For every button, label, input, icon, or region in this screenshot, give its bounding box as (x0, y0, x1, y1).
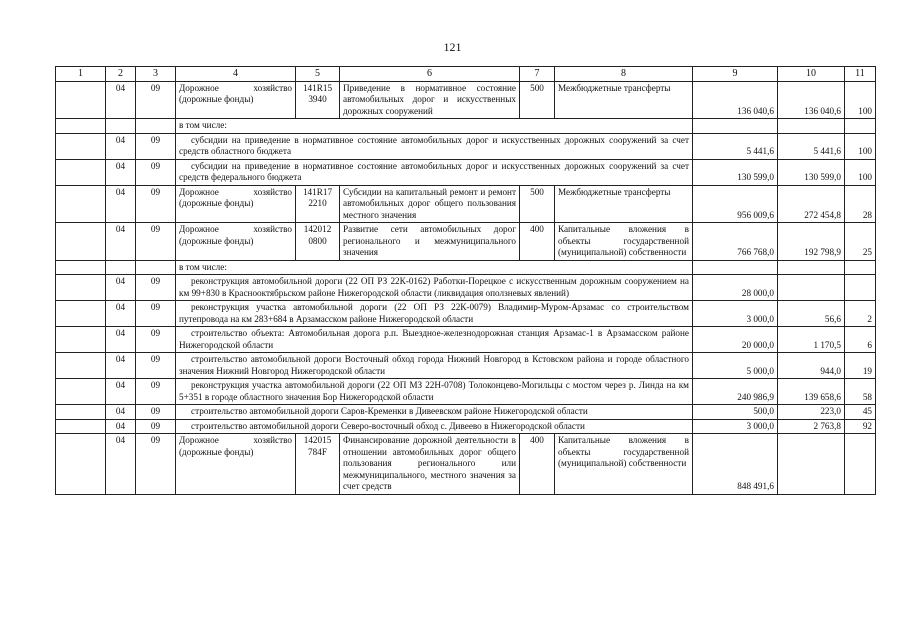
program-description-cell: Развитие сети автомобильных дорог регионального и межмуниципального значения (340, 223, 520, 261)
table-row (56, 405, 876, 420)
subsection-code-cell: 09 (136, 353, 176, 379)
empty-cell (106, 119, 136, 134)
table-row (56, 327, 876, 353)
header-cell: 11 (845, 67, 876, 82)
subsection-code-cell: 09 (136, 301, 176, 327)
header-cell: 10 (778, 67, 845, 82)
executed-amount-cell: 56,6 (778, 301, 845, 327)
section-code-cell: 04 (106, 81, 136, 119)
program-description-cell: Субсидии на капитальный ремонт и ремонт автомобильных дорог общего пользования местного значения (340, 185, 520, 223)
table-row (56, 159, 876, 185)
description-cell: строительство объекта: Автомобильная дорога р.п. Выездное-железнодорожная станция Арзамас-1 в Арзамасском районе Нижегородской области (176, 327, 693, 353)
executed-amount-cell (778, 275, 845, 301)
table-row (56, 419, 876, 434)
section-code-cell: 04 (106, 353, 136, 379)
percent-cell: 100 (845, 81, 876, 119)
percent-cell (845, 275, 876, 301)
table-row (56, 133, 876, 159)
planned-amount-cell: 5 000,0 (693, 353, 778, 379)
header-cell: 9 (693, 67, 778, 82)
empty-cell (56, 379, 106, 405)
empty-cell (56, 353, 106, 379)
percent-cell: 2 (845, 301, 876, 327)
table-row (56, 119, 876, 134)
empty-cell (56, 260, 106, 275)
subsection-code-cell: 09 (136, 133, 176, 159)
program-description-cell: Финансирование дорожной деятельности в отношении автомобильных дорог общего пользования регионального или межмуниципального, местного значения за счет средств (340, 434, 520, 495)
category-cell: Дорожное хозяйство (дорожные фонды) (176, 434, 296, 495)
target-article-cell: 141R15 3940 (296, 81, 340, 119)
description-cell: субсидии на приведение в нормативное состояние автомобильных дорог и искусственных дорожных сооружений за счет средств областного бюджета (176, 133, 693, 159)
budget-table (55, 66, 876, 495)
executed-amount-cell: 944,0 (778, 353, 845, 379)
header-cell: 6 (340, 67, 520, 82)
table-row (56, 434, 876, 495)
description-cell: реконструкция участка автомобильной дороги (22 ОП РЗ 22К-0079) Владимир-Муром-Арзамас со строительством путепровода на км 283+684 в Арзамасском районе Нижегородской области (176, 301, 693, 327)
empty-cell (106, 260, 136, 275)
empty-cell (56, 81, 106, 119)
percent-cell: 19 (845, 353, 876, 379)
expense-type-code-cell: 400 (520, 223, 555, 261)
expense-type-code-cell: 500 (520, 81, 555, 119)
empty-cell (56, 185, 106, 223)
subsection-code-cell: 09 (136, 379, 176, 405)
expense-type-cell: Капитальные вложения в объекты государственной (муниципальной) собственности (555, 434, 693, 495)
header-cell: 2 (106, 67, 136, 82)
subheading-cell: в том числе: (176, 119, 693, 134)
empty-cell (56, 223, 106, 261)
category-cell: Дорожное хозяйство (дорожные фонды) (176, 81, 296, 119)
expense-type-code-cell: 500 (520, 185, 555, 223)
empty-cell (845, 260, 876, 275)
header-cell: 8 (555, 67, 693, 82)
table-row (56, 379, 876, 405)
header-cell: 3 (136, 67, 176, 82)
table-header-row (56, 67, 876, 82)
program-description-cell: Приведение в нормативное состояние автомобильных дорог и искусственных дорожных сооружений (340, 81, 520, 119)
category-cell: Дорожное хозяйство (дорожные фонды) (176, 223, 296, 261)
planned-amount-cell: 500,0 (693, 405, 778, 420)
header-cell: 7 (520, 67, 555, 82)
executed-amount-cell: 136 040,6 (778, 81, 845, 119)
section-code-cell: 04 (106, 133, 136, 159)
executed-amount-cell: 272 454,8 (778, 185, 845, 223)
subsection-code-cell: 09 (136, 81, 176, 119)
target-article-cell: 142015 784F (296, 434, 340, 495)
subheading-cell: в том числе: (176, 260, 693, 275)
target-article-cell: 142012 0800 (296, 223, 340, 261)
table-row (56, 81, 876, 119)
empty-cell (693, 119, 778, 134)
empty-cell (845, 119, 876, 134)
empty-cell (56, 275, 106, 301)
expense-type-cell: Капитальные вложения в объекты государственной (муниципальной) собственности (555, 223, 693, 261)
percent-cell: 45 (845, 405, 876, 420)
section-code-cell: 04 (106, 159, 136, 185)
planned-amount-cell: 20 000,0 (693, 327, 778, 353)
section-code-cell: 04 (106, 275, 136, 301)
description-cell: строительство автомобильной дороги Саров-Кременки в Дивеевском районе Нижегородской области (176, 405, 693, 420)
table-row (56, 353, 876, 379)
target-article-cell: 141R17 2210 (296, 185, 340, 223)
empty-cell (56, 301, 106, 327)
planned-amount-cell: 240 986,9 (693, 379, 778, 405)
planned-amount-cell: 766 768,0 (693, 223, 778, 261)
percent-cell (845, 434, 876, 495)
percent-cell: 28 (845, 185, 876, 223)
executed-amount-cell (778, 434, 845, 495)
subsection-code-cell: 09 (136, 275, 176, 301)
description-cell: реконструкция автомобильной дороги (22 ОП РЗ 22К-0162) Работки-Порецкое с искусственным дорожным сооружением на км 99+830 в Краснооктябрьском районе Нижегородской области (ликвидация оползневых явлений) (176, 275, 693, 301)
table-row (56, 275, 876, 301)
planned-amount-cell: 848 491,6 (693, 434, 778, 495)
planned-amount-cell: 3 000,0 (693, 301, 778, 327)
percent-cell: 92 (845, 419, 876, 434)
section-code-cell: 04 (106, 405, 136, 420)
table-row (56, 260, 876, 275)
executed-amount-cell: 130 599,0 (778, 159, 845, 185)
empty-cell (56, 159, 106, 185)
planned-amount-cell: 130 599,0 (693, 159, 778, 185)
section-code-cell: 04 (106, 379, 136, 405)
table-row (56, 301, 876, 327)
table-row (56, 223, 876, 261)
planned-amount-cell: 136 040,6 (693, 81, 778, 119)
percent-cell: 100 (845, 133, 876, 159)
description-cell: строительство автомобильной дороги Северо-восточный обход с. Дивеево в Нижегородской области (176, 419, 693, 434)
subsection-code-cell: 09 (136, 223, 176, 261)
empty-cell (56, 119, 106, 134)
description-cell: реконструкция участка автомобильной дороги (22 ОП МЗ 22Н-0708) Толоконцево-Могильцы с мостом через р. Линда на км 5+351 в городе областного значения Бор Нижегородской области (176, 379, 693, 405)
percent-cell: 100 (845, 159, 876, 185)
header-cell: 5 (296, 67, 340, 82)
section-code-cell: 04 (106, 301, 136, 327)
expense-type-cell: Межбюджетные трансферты (555, 81, 693, 119)
executed-amount-cell: 192 798,9 (778, 223, 845, 261)
empty-cell (136, 260, 176, 275)
section-code-cell: 04 (106, 327, 136, 353)
header-cell: 1 (56, 67, 106, 82)
table-row (56, 185, 876, 223)
section-code-cell: 04 (106, 185, 136, 223)
empty-cell (693, 260, 778, 275)
description-cell: строительство автомобильной дороги Восточный обход города Нижний Новгород в Кстовском района и городе областного значения Нижний Новгород Нижегородской области (176, 353, 693, 379)
percent-cell: 58 (845, 379, 876, 405)
section-code-cell: 04 (106, 419, 136, 434)
subsection-code-cell: 09 (136, 405, 176, 420)
empty-cell (136, 119, 176, 134)
expense-type-code-cell: 400 (520, 434, 555, 495)
empty-cell (56, 434, 106, 495)
section-code-cell: 04 (106, 434, 136, 495)
empty-cell (778, 119, 845, 134)
empty-cell (778, 260, 845, 275)
category-cell: Дорожное хозяйство (дорожные фонды) (176, 185, 296, 223)
empty-cell (56, 405, 106, 420)
subsection-code-cell: 09 (136, 327, 176, 353)
executed-amount-cell: 2 763,8 (778, 419, 845, 434)
subsection-code-cell: 09 (136, 159, 176, 185)
planned-amount-cell: 5 441,6 (693, 133, 778, 159)
description-cell: субсидии на приведение в нормативное состояние автомобильных дорог и искусственных дорожных сооружений за счет средств федерального бюджета (176, 159, 693, 185)
expense-type-cell: Межбюджетные трансферты (555, 185, 693, 223)
executed-amount-cell: 5 441,6 (778, 133, 845, 159)
subsection-code-cell: 09 (136, 419, 176, 434)
executed-amount-cell: 223,0 (778, 405, 845, 420)
section-code-cell: 04 (106, 223, 136, 261)
percent-cell: 6 (845, 327, 876, 353)
subsection-code-cell: 09 (136, 434, 176, 495)
planned-amount-cell: 28 000,0 (693, 275, 778, 301)
page-number: 121 (443, 40, 462, 54)
subsection-code-cell: 09 (136, 185, 176, 223)
percent-cell: 25 (845, 223, 876, 261)
executed-amount-cell: 139 658,6 (778, 379, 845, 405)
header-cell: 4 (176, 67, 296, 82)
empty-cell (56, 133, 106, 159)
planned-amount-cell: 3 000,0 (693, 419, 778, 434)
planned-amount-cell: 956 009,6 (693, 185, 778, 223)
empty-cell (56, 327, 106, 353)
empty-cell (56, 419, 106, 434)
executed-amount-cell: 1 170,5 (778, 327, 845, 353)
